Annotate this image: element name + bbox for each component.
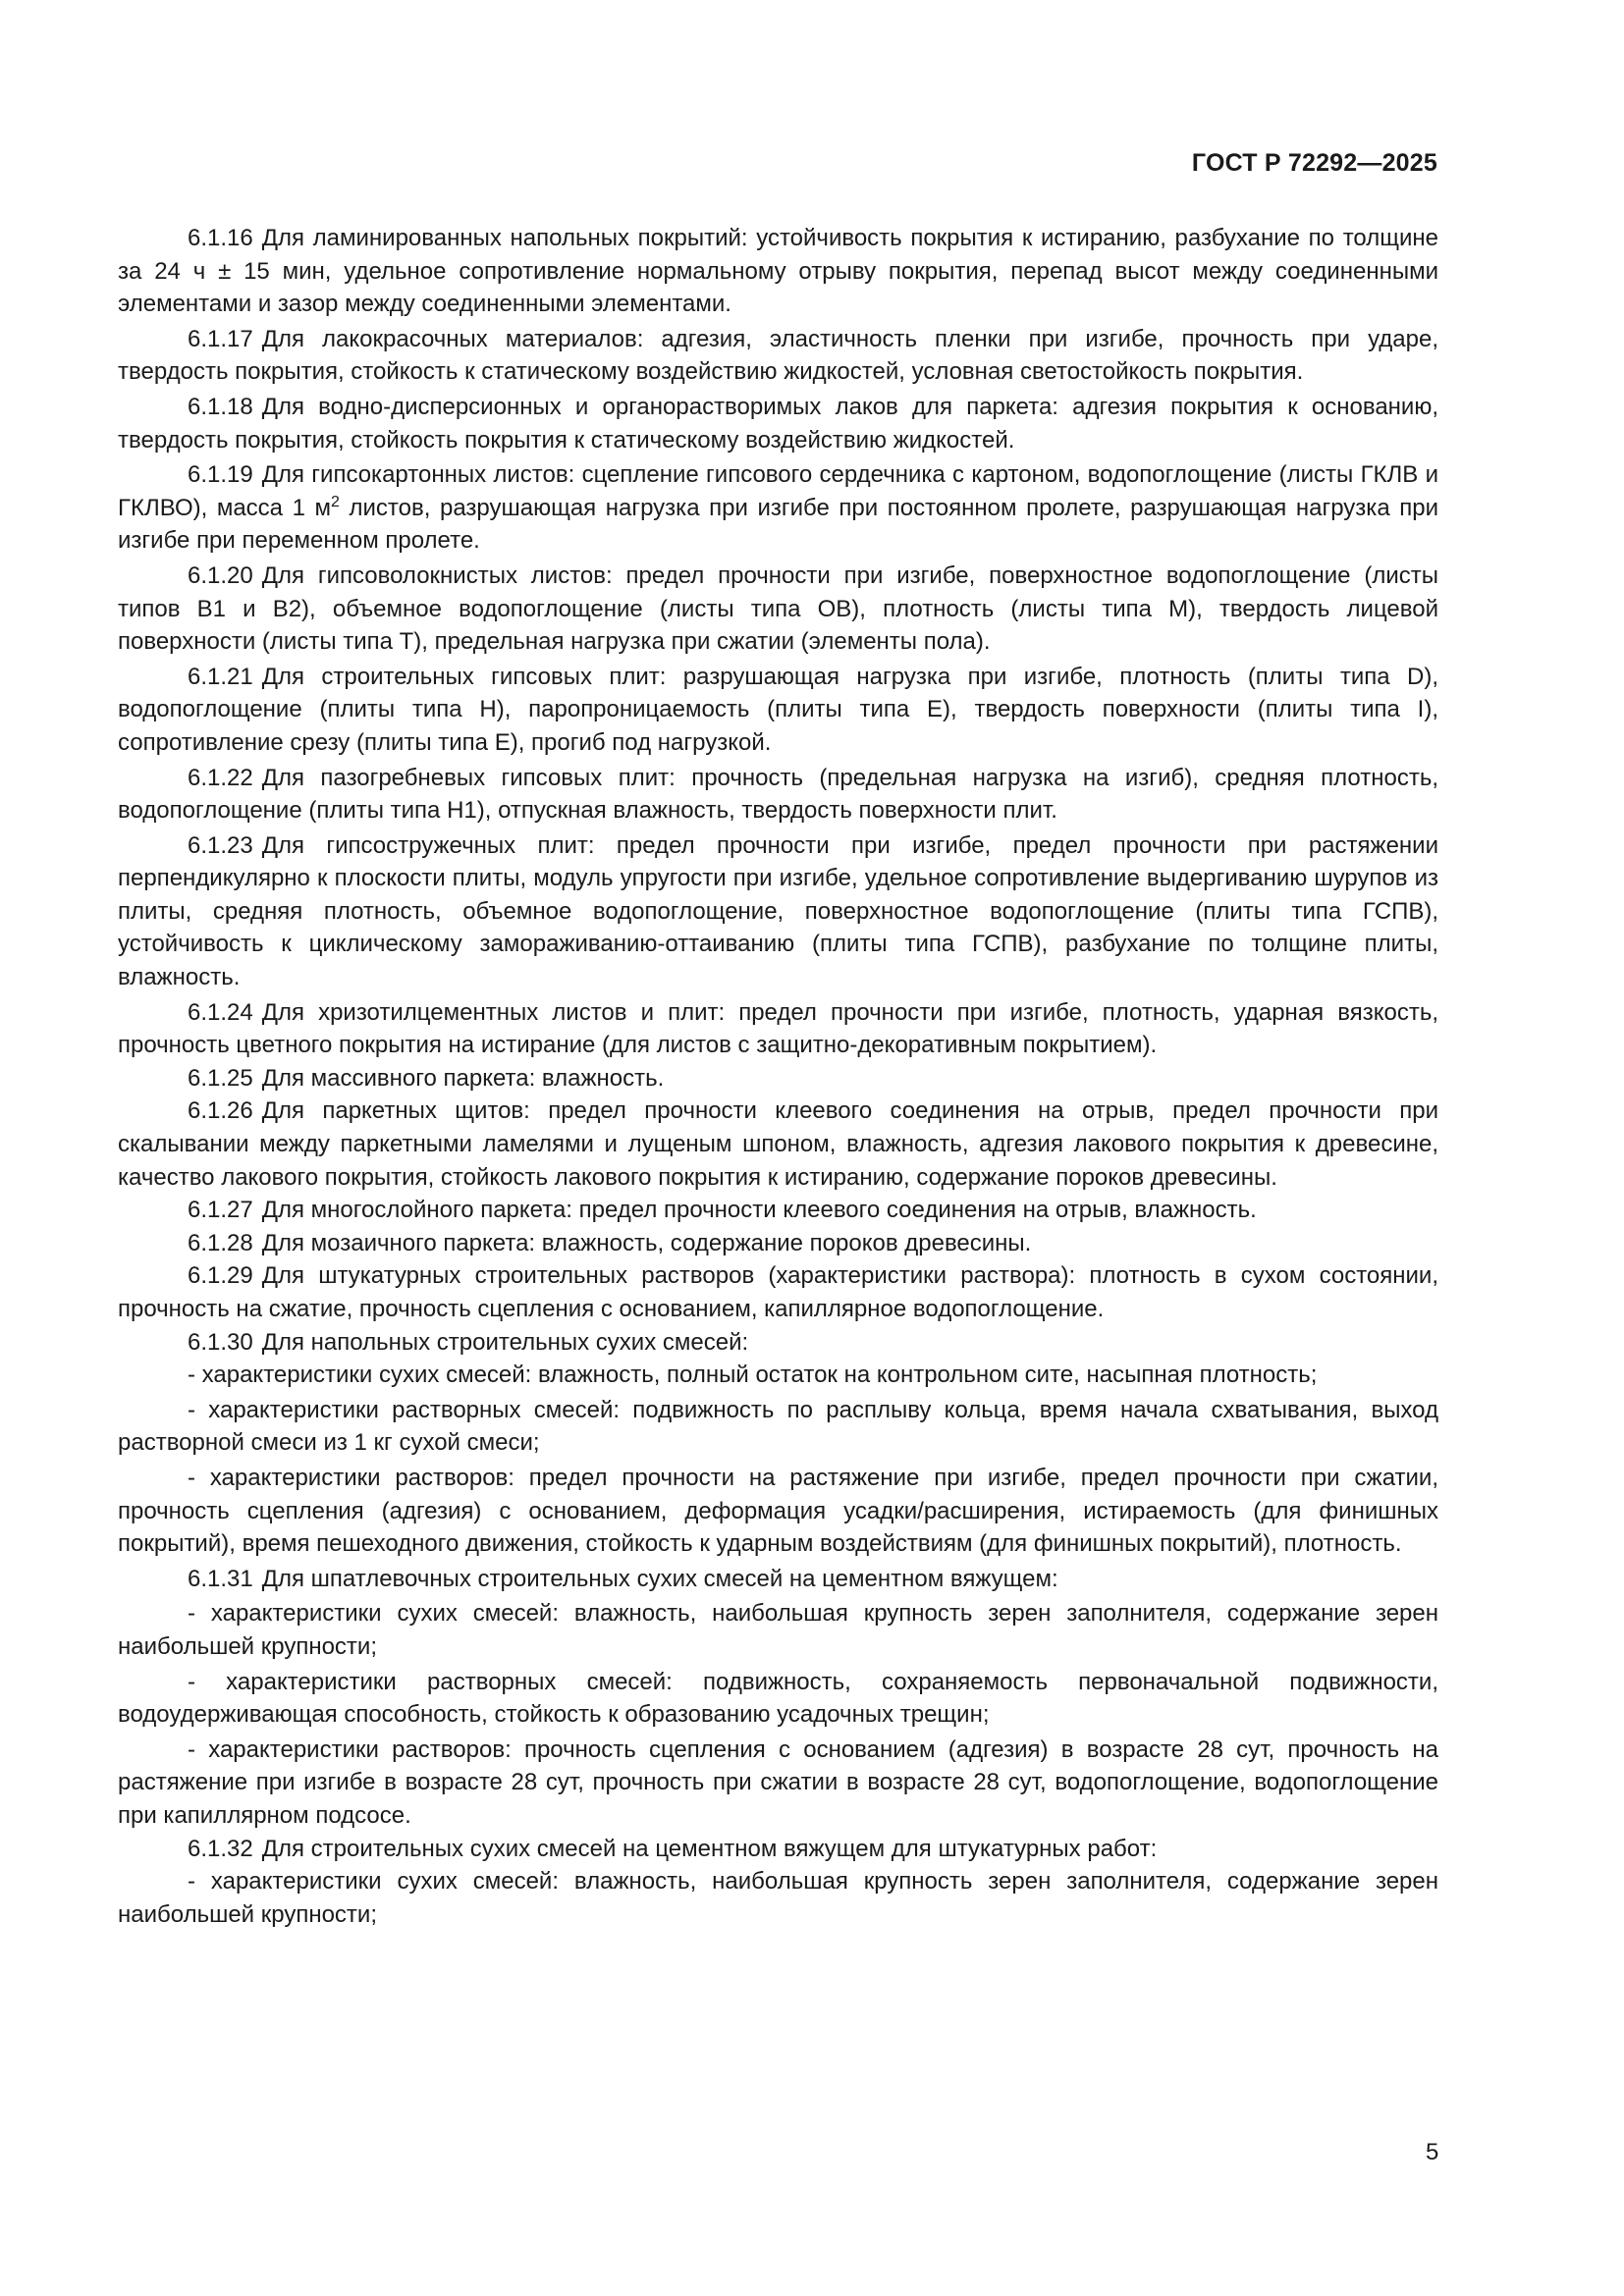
clause-6-1-22: [118, 762, 1438, 828]
clause-6-1-24: [118, 996, 1438, 1062]
clause-number: 6.1.21: [188, 663, 253, 690]
list-item: [118, 1462, 1438, 1561]
clause-text: Для гипсоволокнистых листов: предел прочности при изгибе, поверхностное водопоглощение (листы типов В1 и В2), объемное водопоглощение (листы типа ОВ), плотность (листы типа М), твердость лицевой поверхности (листы типа Т), предельная нагрузка при сжатии (элементы пола).: [118, 561, 1438, 656]
clause-number: 6.1.27: [188, 1197, 253, 1224]
list-item: [118, 1865, 1438, 1931]
list-item-text: - характеристики сухих смесей: влажность, полный остаток на контрольном сите, насыпная плотность;: [188, 1362, 1318, 1389]
clause-6-1-31: [118, 1563, 1438, 1596]
clause-6-1-21: [118, 661, 1438, 760]
clause-number: 6.1.24: [188, 998, 253, 1026]
clause-6-1-27: [118, 1194, 1438, 1227]
clause-text: Для строительных сухих смесей на цементном вяжущем для штукатурных работ:: [261, 1835, 1158, 1862]
clause-number: 6.1.30: [188, 1328, 253, 1356]
clause-text: Для ламинированных напольных покрытий: устойчивость покрытия к истиранию, разбухание по толщине за 24 ч ± 15 мин, удельное сопротивление нормальному отрыву покрытия, перепад высот между соединенными элементами и зазор между соединенными элементами.: [118, 225, 1438, 318]
clause-6-1-25: [118, 1062, 1438, 1095]
clause-number: 6.1.28: [188, 1229, 253, 1256]
clause-6-1-23: [118, 829, 1438, 994]
clause-text: Для хризотилцементных листов и плит: предел прочности при изгибе, плотность, ударная вязкость, прочность цветного покрытия на истирание (для листов с защитно-декоративным покрытием).: [118, 998, 1438, 1059]
clause-6-1-26: [118, 1095, 1438, 1194]
clause-6-1-20: [118, 560, 1438, 659]
clause-number: 6.1.18: [188, 393, 253, 420]
page-number: 5: [1426, 2139, 1439, 2165]
clause-6-1-29: [118, 1259, 1438, 1325]
clause-number: 6.1.22: [188, 764, 253, 791]
clause-6-1-19: [118, 458, 1438, 558]
superscript: 2: [331, 493, 340, 510]
clause-text: Для пазогребневых гипсовых плит: прочность (предельная нагрузка на изгиб), средняя плотность, водопоглощение (плиты типа H1), отпускная влажность, твердость поверхности плит.: [118, 764, 1438, 825]
clause-text: Для гипсостружечных плит: предел прочности при изгибе, предел прочности при растяжении перпендикулярно к плоскости плиты, модуль упругости при изгибе, удельное сопротивление выдергиванию шурупов из плиты, средняя плотность, объемное водопоглощение, поверхностное водопоглощение (плиты типа ГСПВ), устойчивость к циклическому замораживанию-оттаиванию (плиты типа ГСПВ), разбухание по толщине плиты, влажность.: [118, 831, 1438, 991]
list-item-text: - характеристики сухих смесей: влажность, наибольшая крупность зерен заполнителя, содержание зерен наибольшей крупности;: [118, 1868, 1438, 1928]
clause-6-1-32: [118, 1833, 1438, 1866]
list-item-text: - характеристики растворов: прочность сцепления с основанием (адгезия) в возрасте 28 сут, прочность на растяжение при изгибе в возрасте 28 сут, прочность при сжатии в возрасте 28 сут, водопоглощение, водопоглощение при капиллярном подсосе.: [118, 1735, 1438, 1829]
clause-6-1-30: [118, 1326, 1438, 1360]
list-item: [118, 1394, 1438, 1460]
list-item-text: - характеристики растворных смесей: подвижность по расплыву кольца, время начала схватывания, выход растворной смеси из 1 кг сухой смеси;: [118, 1396, 1438, 1457]
clause-number: 6.1.17: [188, 325, 253, 352]
clause-6-1-18: [118, 391, 1438, 456]
clause-text: Для мозаичного паркета: влажность, содержание пороков древесины.: [261, 1229, 1032, 1256]
clause-text: Для многослойного паркета: предел прочности клеевого соединения на отрыв, влажность.: [261, 1197, 1257, 1224]
clause-text: Для штукатурных строительных растворов (характеристики раствора): плотность в сухом состоянии, прочность на сжатие, прочность сцепления с основанием, капиллярное водопоглощение.: [118, 1262, 1438, 1322]
clause-number: 6.1.16: [188, 225, 253, 251]
clause-number: 6.1.20: [188, 561, 253, 589]
clause-6-1-16: [118, 222, 1438, 321]
list-item: [118, 1734, 1438, 1833]
clause-text: Для строительных гипсовых плит: разрушающая нагрузка при изгибе, плотность (плиты типа D), водопоглощение (плиты типа H), паропроницаемость (плиты типа E), твердость поверхности (плиты типа I), сопротивление срезу (плиты типа E), прогиб под нагрузкой.: [118, 663, 1438, 756]
clause-6-1-17: [118, 323, 1438, 389]
document-standard-id: ГОСТ Р 72292—2025: [1191, 149, 1437, 177]
clause-number: 6.1.29: [188, 1262, 253, 1290]
clause-text: Для массивного паркета: влажность.: [261, 1064, 665, 1092]
clause-text-continued: листов, разрушающая нагрузка при изгибе при постоянном пролете, разрушающая нагрузка при изгибе при переменном пролете.: [118, 494, 1439, 555]
clause-text: Для гипсокартонных листов: сцепление гипсового сердечника с картоном, водопоглощение (листы ГКЛВ и ГКЛВО), масса 1 м: [118, 461, 1438, 521]
clause-text: Для шпатлевочных строительных сухих смесей на цементном вяжущем:: [261, 1565, 1058, 1592]
list-item: [118, 1597, 1438, 1663]
document-body: [118, 222, 1438, 1931]
clause-number: 6.1.23: [188, 831, 253, 859]
clause-number: 6.1.26: [188, 1097, 253, 1125]
clause-number: 6.1.19: [188, 461, 253, 489]
list-item: [118, 1359, 1438, 1392]
clause-number: 6.1.31: [188, 1565, 253, 1592]
list-item-text: - характеристики растворных смесей: подвижность, сохраняемость первоначальной подвижности, водоудерживающая способность, стойкость к образованию усадочных трещин;: [118, 1668, 1438, 1729]
clause-6-1-28: [118, 1227, 1438, 1260]
clause-text: Для напольных строительных сухих смесей:: [261, 1328, 749, 1356]
list-item-text: - характеристики сухих смесей: влажность, наибольшая крупность зерен заполнителя, содержание зерен наибольшей крупности;: [118, 1600, 1438, 1660]
clause-text: Для лакокрасочных материалов: адгезия, эластичность пленки при изгибе, прочность при ударе, твердость покрытия, стойкость к статическому воздействию жидкостей, условная светостойкость покрытия.: [118, 325, 1438, 386]
list-item-text: - характеристики растворов: предел прочности на растяжение при изгибе, предел прочности при сжатии, прочность сцепления (адгезия) с основанием, деформация усадки/расширения, истираемость (для финишных покрытий), время пешеходного движения, стойкость к ударным воздействиям (для финишных покрытий), плотность.: [118, 1464, 1438, 1558]
clause-number: 6.1.32: [188, 1835, 253, 1862]
list-item: [118, 1666, 1438, 1732]
clause-number: 6.1.25: [188, 1064, 253, 1092]
clause-text: Для паркетных щитов: предел прочности клеевого соединения на отрыв, предел прочности при скалывании между паркетными ламелями и лущеным шпоном, влажность, адгезия лакового покрытия к древесине, качество лакового покрытия, стойкость лакового покрытия к истиранию, содержание пороков древесины.: [118, 1097, 1438, 1191]
clause-text: Для водно-дисперсионных и органорастворимых лаков для паркета: адгезия покрытия к основанию, твердость покрытия, стойкость покрытия к статическому воздействию жидкостей.: [118, 393, 1438, 454]
